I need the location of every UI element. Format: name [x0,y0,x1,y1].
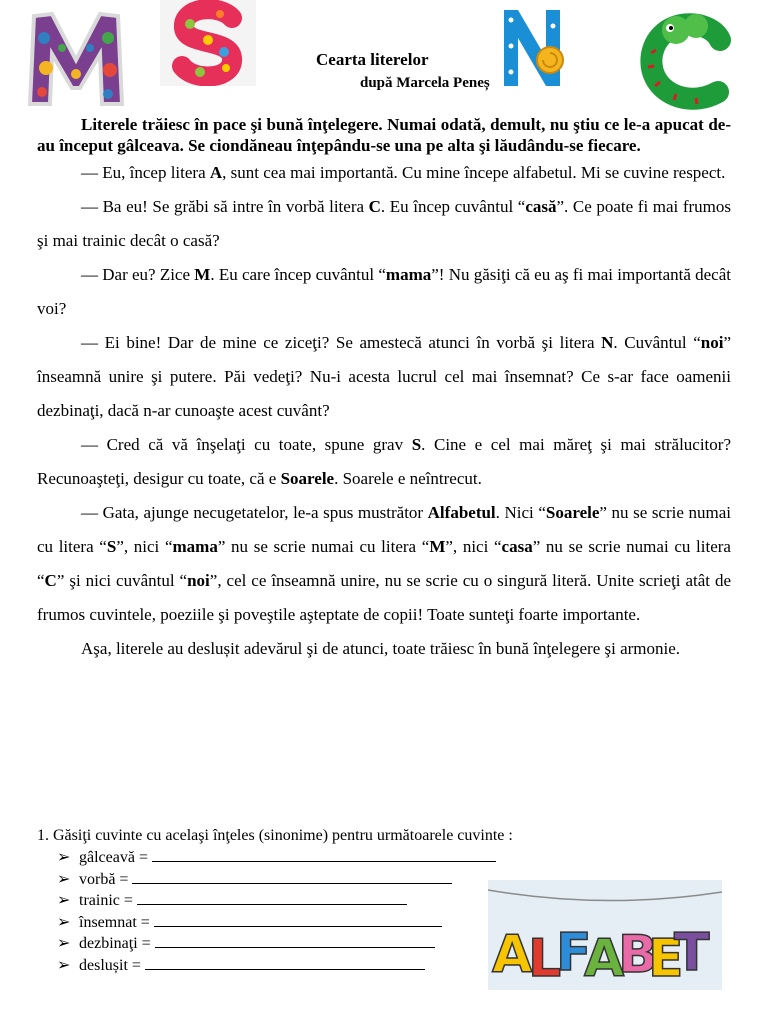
arrow-bullet-icon: ➢ [57,956,71,974]
alfabet-letter: A [492,925,533,985]
paragraph-letter-m: — Dar eu? Zice M. Eu care încep cuvântul “mama”! Nu găsiţi că eu aş fi mai importantă decât voi? [37,265,731,318]
synonym-item-trainic: ➢ trainic = [37,890,513,912]
alfabet-letter: F [556,923,592,983]
paragraph-letter-n: — Ei bine! Dar de mine ce ziceţi? Se amestecă atunci în vorbă şi litera N. Cuvântul “noi” înseamnă unire şi putere. Păi vedeţi? Nu-i acesta lucrul cel mai însemnat? Ce s-ar face oamenii dezbinaţi, dacă n-ar cunoaşte acest cuvânt? [37,333,731,420]
exercise-section [37,825,513,977]
exercise-question: 1. Găsiţi cuvinte cu acelaşi înţeles (sinonime) pentru următoarele cuvinte : [37,827,513,844]
arrow-bullet-icon: ➢ [57,913,71,931]
answer-blank[interactable] [155,933,435,948]
story-title: Cearta literelor [316,50,429,69]
synonym-item-deslusit: ➢ deslușit = [37,955,513,977]
paragraph-letter-a: — Eu, încep litera A, sunt cea mai importantă. Cu mine începe alfabetul. Mi se cuvine respect. [81,163,726,182]
answer-blank[interactable] [132,869,452,884]
synonym-list [37,847,513,977]
closing-paragraph: Aşa, literele au deslușit adevărul şi de atunci, toate trăiesc în bună înţelegere şi armonie. [81,639,681,658]
intro-paragraph: Literele trăiesc în pace şi bună înţelegere. Numai odată, demult, nu ştiu ce le-a apucat de-au început gâlceava. Se ciondăneau înţepându-se una pe alta şi lăudându-se fiecare. [37,115,731,155]
arrow-bullet-icon: ➢ [57,892,71,910]
synonym-item-vorba: ➢ vorbă = [37,869,513,891]
letter-c-picture [640,10,734,110]
alfabet-letter: B [618,925,658,985]
answer-blank[interactable] [137,890,407,905]
answer-blank[interactable] [145,955,425,970]
arrow-bullet-icon: ➢ [57,870,71,888]
letter-n-picture [500,6,570,90]
alfabet-letter: A [584,929,625,989]
letter-m-picture [24,8,128,108]
answer-blank[interactable] [152,847,496,862]
story-author: după Marcela Peneș [360,75,490,91]
alfabet-letter: T [674,923,710,983]
answer-blank[interactable] [154,912,442,927]
alfabet-picture [488,880,722,990]
arrow-bullet-icon: ➢ [57,849,71,866]
paragraph-letter-s: — Cred că vă înşelaţi cu toate, spune grav S. Cine e cel mai măreţ şi mai strălucitor? Recunoaşteţi, desigur cu toate, că e Soarele. Soarele e neîntrecut. [37,435,731,488]
synonym-item-dezbinati: ➢ dezbinaţi = [37,933,513,955]
synonym-item-galceava: ➢ gâlceavă = [37,847,513,869]
synonym-item-insemnat: ➢ însemnat = [37,912,513,934]
alfabet-letter: L [528,929,562,989]
arrow-bullet-icon: ➢ [57,935,71,953]
alfabet-letter: E [648,929,684,989]
story-text [37,114,731,666]
paragraph-alfabetul: — Gata, ajunge necugetatelor, le-a spus mustrător Alfabetul. Nici “Soarele” nu se scrie numai cu litera “S”, nici “mama” nu se scrie numai cu litera “M”, nici “casa” nu se scrie numai cu litera “C” şi nici cuvântul “noi”, cel ce înseamnă unire, nu se scrie cu o singură literă. Unite scrieţi atât de frumos cuvintele, poeziile şi poveştile aşteptate de copii! Toate sunteţi foarte importante. [37,503,731,624]
letter-s-picture [160,0,256,86]
paragraph-letter-c: — Ba eu! Se grăbi să intre în vorbă litera C. Eu încep cuvântul “casă”. Ce poate fi mai frumos şi mai trainic decât o casă? [37,197,732,250]
